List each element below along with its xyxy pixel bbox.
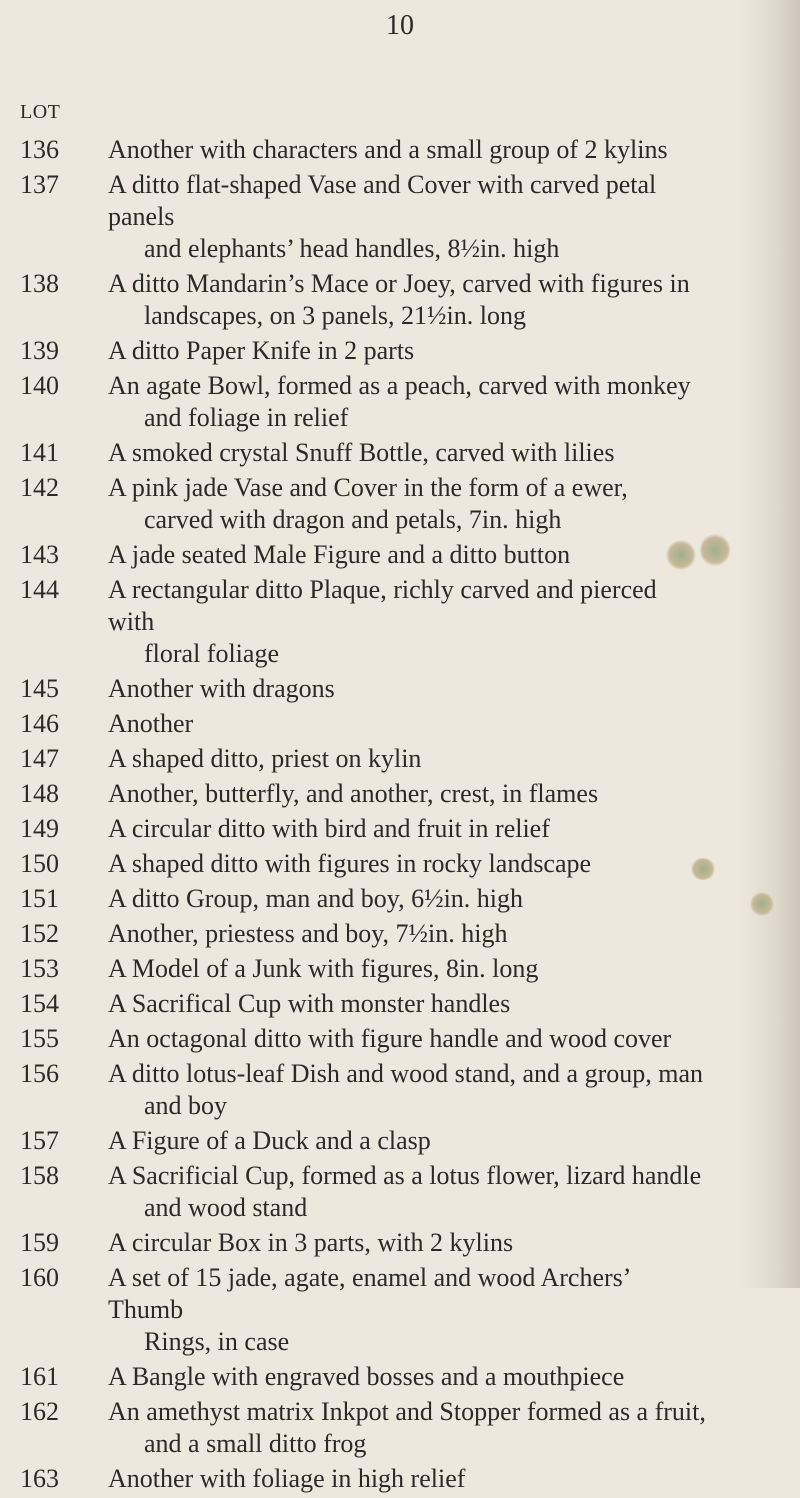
lot-description: [92, 883, 708, 915]
lot-description: [92, 437, 708, 469]
lot-description: [92, 1227, 708, 1259]
lot-entry: [0, 848, 800, 880]
lot-list: [0, 134, 800, 1498]
lot-number: 147: [20, 744, 59, 773]
lot-description-continuation: Rings, in case: [144, 1327, 290, 1356]
lot-description: [92, 953, 708, 985]
lot-description-line: A ditto Paper Knife in 2 parts: [108, 336, 415, 365]
lot-entry: [0, 1262, 800, 1358]
lot-entry: [0, 813, 800, 845]
lot-description: [92, 1361, 708, 1393]
lot-description-line: A shaped ditto, priest on kylin: [108, 744, 422, 773]
lot-description-line: An amethyst matrix Inkpot and Stopper formed as a fruit,: [108, 1397, 706, 1426]
lot-description: [92, 743, 708, 775]
lot-number: 161: [20, 1362, 59, 1391]
lot-number: 138: [20, 269, 59, 298]
lot-description: [92, 988, 708, 1020]
lot-description-line: A ditto lotus-leaf Dish and wood stand, and a group, man: [108, 1059, 704, 1088]
lot-description: [92, 848, 708, 880]
lot-number: 152: [20, 919, 59, 948]
lot-description-continuation: carved with dragon and petals, 7in. high: [144, 505, 562, 534]
lot-entry: [0, 778, 800, 810]
lot-description-line: An agate Bowl, formed as a peach, carved with monkey: [108, 371, 691, 400]
lot-description-continuation: landscapes, on 3 panels, 21½in. long: [144, 301, 526, 330]
lot-description-line: A circular Box in 3 parts, with 2 kylins: [108, 1228, 514, 1257]
lot-number: 153: [20, 954, 59, 983]
lot-entry: [0, 335, 800, 367]
lot-number: 141: [20, 438, 59, 467]
lot-number: 136: [20, 135, 59, 164]
lot-description-line: Another with dragons: [108, 674, 335, 703]
lot-description: [92, 574, 708, 670]
lot-number: 146: [20, 709, 59, 738]
lot-number: 140: [20, 371, 59, 400]
lot-number: 150: [20, 849, 59, 878]
lot-number: 137: [20, 170, 59, 199]
lot-number: 149: [20, 814, 59, 843]
lot-number: 144: [20, 575, 59, 604]
lot-entry: [0, 1396, 800, 1460]
lot-entry: [0, 953, 800, 985]
lot-entry: [0, 169, 800, 265]
lot-entry: [0, 1058, 800, 1122]
lot-number: 143: [20, 540, 59, 569]
lot-description: [92, 1262, 708, 1358]
lot-number: 162: [20, 1397, 59, 1426]
lot-entry: [0, 472, 800, 536]
lot-description: [92, 472, 708, 536]
lot-description-line: A ditto Group, man and boy, 6½in. high: [108, 884, 524, 913]
lot-description: [92, 1463, 708, 1495]
lot-description-line: Another: [108, 709, 194, 738]
lot-description-line: A Model of a Junk with figures, 8in. long: [108, 954, 539, 983]
lot-number: 148: [20, 779, 59, 808]
lot-description: [92, 1160, 708, 1224]
lot-entry: [0, 268, 800, 332]
lot-description-line: An octagonal ditto with figure handle and wood cover: [108, 1024, 672, 1053]
lot-description: [92, 335, 708, 367]
lot-entry: [0, 988, 800, 1020]
lot-description-line: A Sacrificial Cup, formed as a lotus flower, lizard handle: [108, 1161, 702, 1190]
lot-description: [92, 370, 708, 434]
lot-number: 142: [20, 473, 59, 502]
lot-entry: [0, 1160, 800, 1224]
lot-number: 158: [20, 1161, 59, 1190]
lot-description: [92, 1125, 708, 1157]
lot-description: [92, 673, 708, 705]
lot-number: 156: [20, 1059, 59, 1088]
lot-number: 139: [20, 336, 59, 365]
lot-column-header: LOT: [20, 101, 61, 123]
lot-description-line: A jade seated Male Figure and a ditto button: [108, 540, 571, 569]
lot-description-line: A ditto flat-shaped Vase and Cover with carved petal panels: [108, 170, 657, 231]
lot-entry: [0, 370, 800, 434]
lot-description-line: A rectangular ditto Plaque, richly carved and pierced with: [108, 575, 657, 636]
lot-description: [92, 813, 708, 845]
lot-number: 145: [20, 674, 59, 703]
lot-description-line: A Sacrifical Cup with monster handles: [108, 989, 511, 1018]
lot-description: [92, 268, 708, 332]
lot-number: 154: [20, 989, 59, 1018]
lot-entry: [0, 539, 800, 571]
lot-entry: [0, 918, 800, 950]
lot-entry: [0, 574, 800, 670]
lot-description-line: A circular ditto with bird and fruit in relief: [108, 814, 550, 843]
lot-entry: [0, 1125, 800, 1157]
lot-entry: [0, 1361, 800, 1393]
lot-number: 163: [20, 1464, 59, 1493]
lot-entry: [0, 1227, 800, 1259]
lot-description-continuation: and elephants’ head handles, 8½in. high: [144, 234, 560, 263]
lot-description: [92, 539, 708, 571]
page-number: 10: [386, 10, 414, 41]
lot-number: 159: [20, 1228, 59, 1257]
lot-description-continuation: floral foliage: [144, 639, 279, 668]
lot-entry: [0, 673, 800, 705]
lot-description-line: Another, butterfly, and another, crest, in flames: [108, 779, 599, 808]
lot-description: [92, 1396, 708, 1460]
lot-description-line: A smoked crystal Snuff Bottle, carved with lilies: [108, 438, 615, 467]
lot-description-continuation: and wood stand: [144, 1193, 308, 1222]
lot-description: [92, 918, 708, 950]
lot-description: [92, 708, 708, 740]
lot-entry: [0, 883, 800, 915]
lot-number: 157: [20, 1126, 59, 1155]
lot-description: [92, 169, 708, 265]
lot-description-continuation: and a small ditto frog: [144, 1429, 367, 1458]
lot-description-line: Another with characters and a small group of 2 kylins: [108, 135, 668, 164]
lot-description-line: Another with foliage in high relief: [108, 1464, 466, 1493]
lot-description: [92, 778, 708, 810]
lot-description-line: A Figure of a Duck and a clasp: [108, 1126, 431, 1155]
lot-entry: [0, 1463, 800, 1495]
lot-description-line: Another, priestess and boy, 7½in. high: [108, 919, 508, 948]
lot-description-line: A set of 15 jade, agate, enamel and wood Archers’ Thumb: [108, 1263, 630, 1324]
lot-entry: [0, 708, 800, 740]
lot-entry: [0, 743, 800, 775]
lot-description-line: A pink jade Vase and Cover in the form of a ewer,: [108, 473, 628, 502]
lot-entry: [0, 1023, 800, 1055]
lot-description-continuation: and foliage in relief: [144, 403, 349, 432]
lot-description: [92, 134, 708, 166]
lot-number: 155: [20, 1024, 59, 1053]
lot-entry: [0, 134, 800, 166]
lot-description-line: A shaped ditto with figures in rocky landscape: [108, 849, 592, 878]
lot-number: 151: [20, 884, 59, 913]
lot-number: 160: [20, 1263, 59, 1292]
lot-description-line: A ditto Mandarin’s Mace or Joey, carved with figures in: [108, 269, 690, 298]
lot-entry: [0, 437, 800, 469]
lot-description-line: A Bangle with engraved bosses and a mouthpiece: [108, 1362, 625, 1391]
lot-description: [92, 1058, 708, 1122]
lot-description: [92, 1023, 708, 1055]
lot-description-continuation: and boy: [144, 1091, 228, 1120]
